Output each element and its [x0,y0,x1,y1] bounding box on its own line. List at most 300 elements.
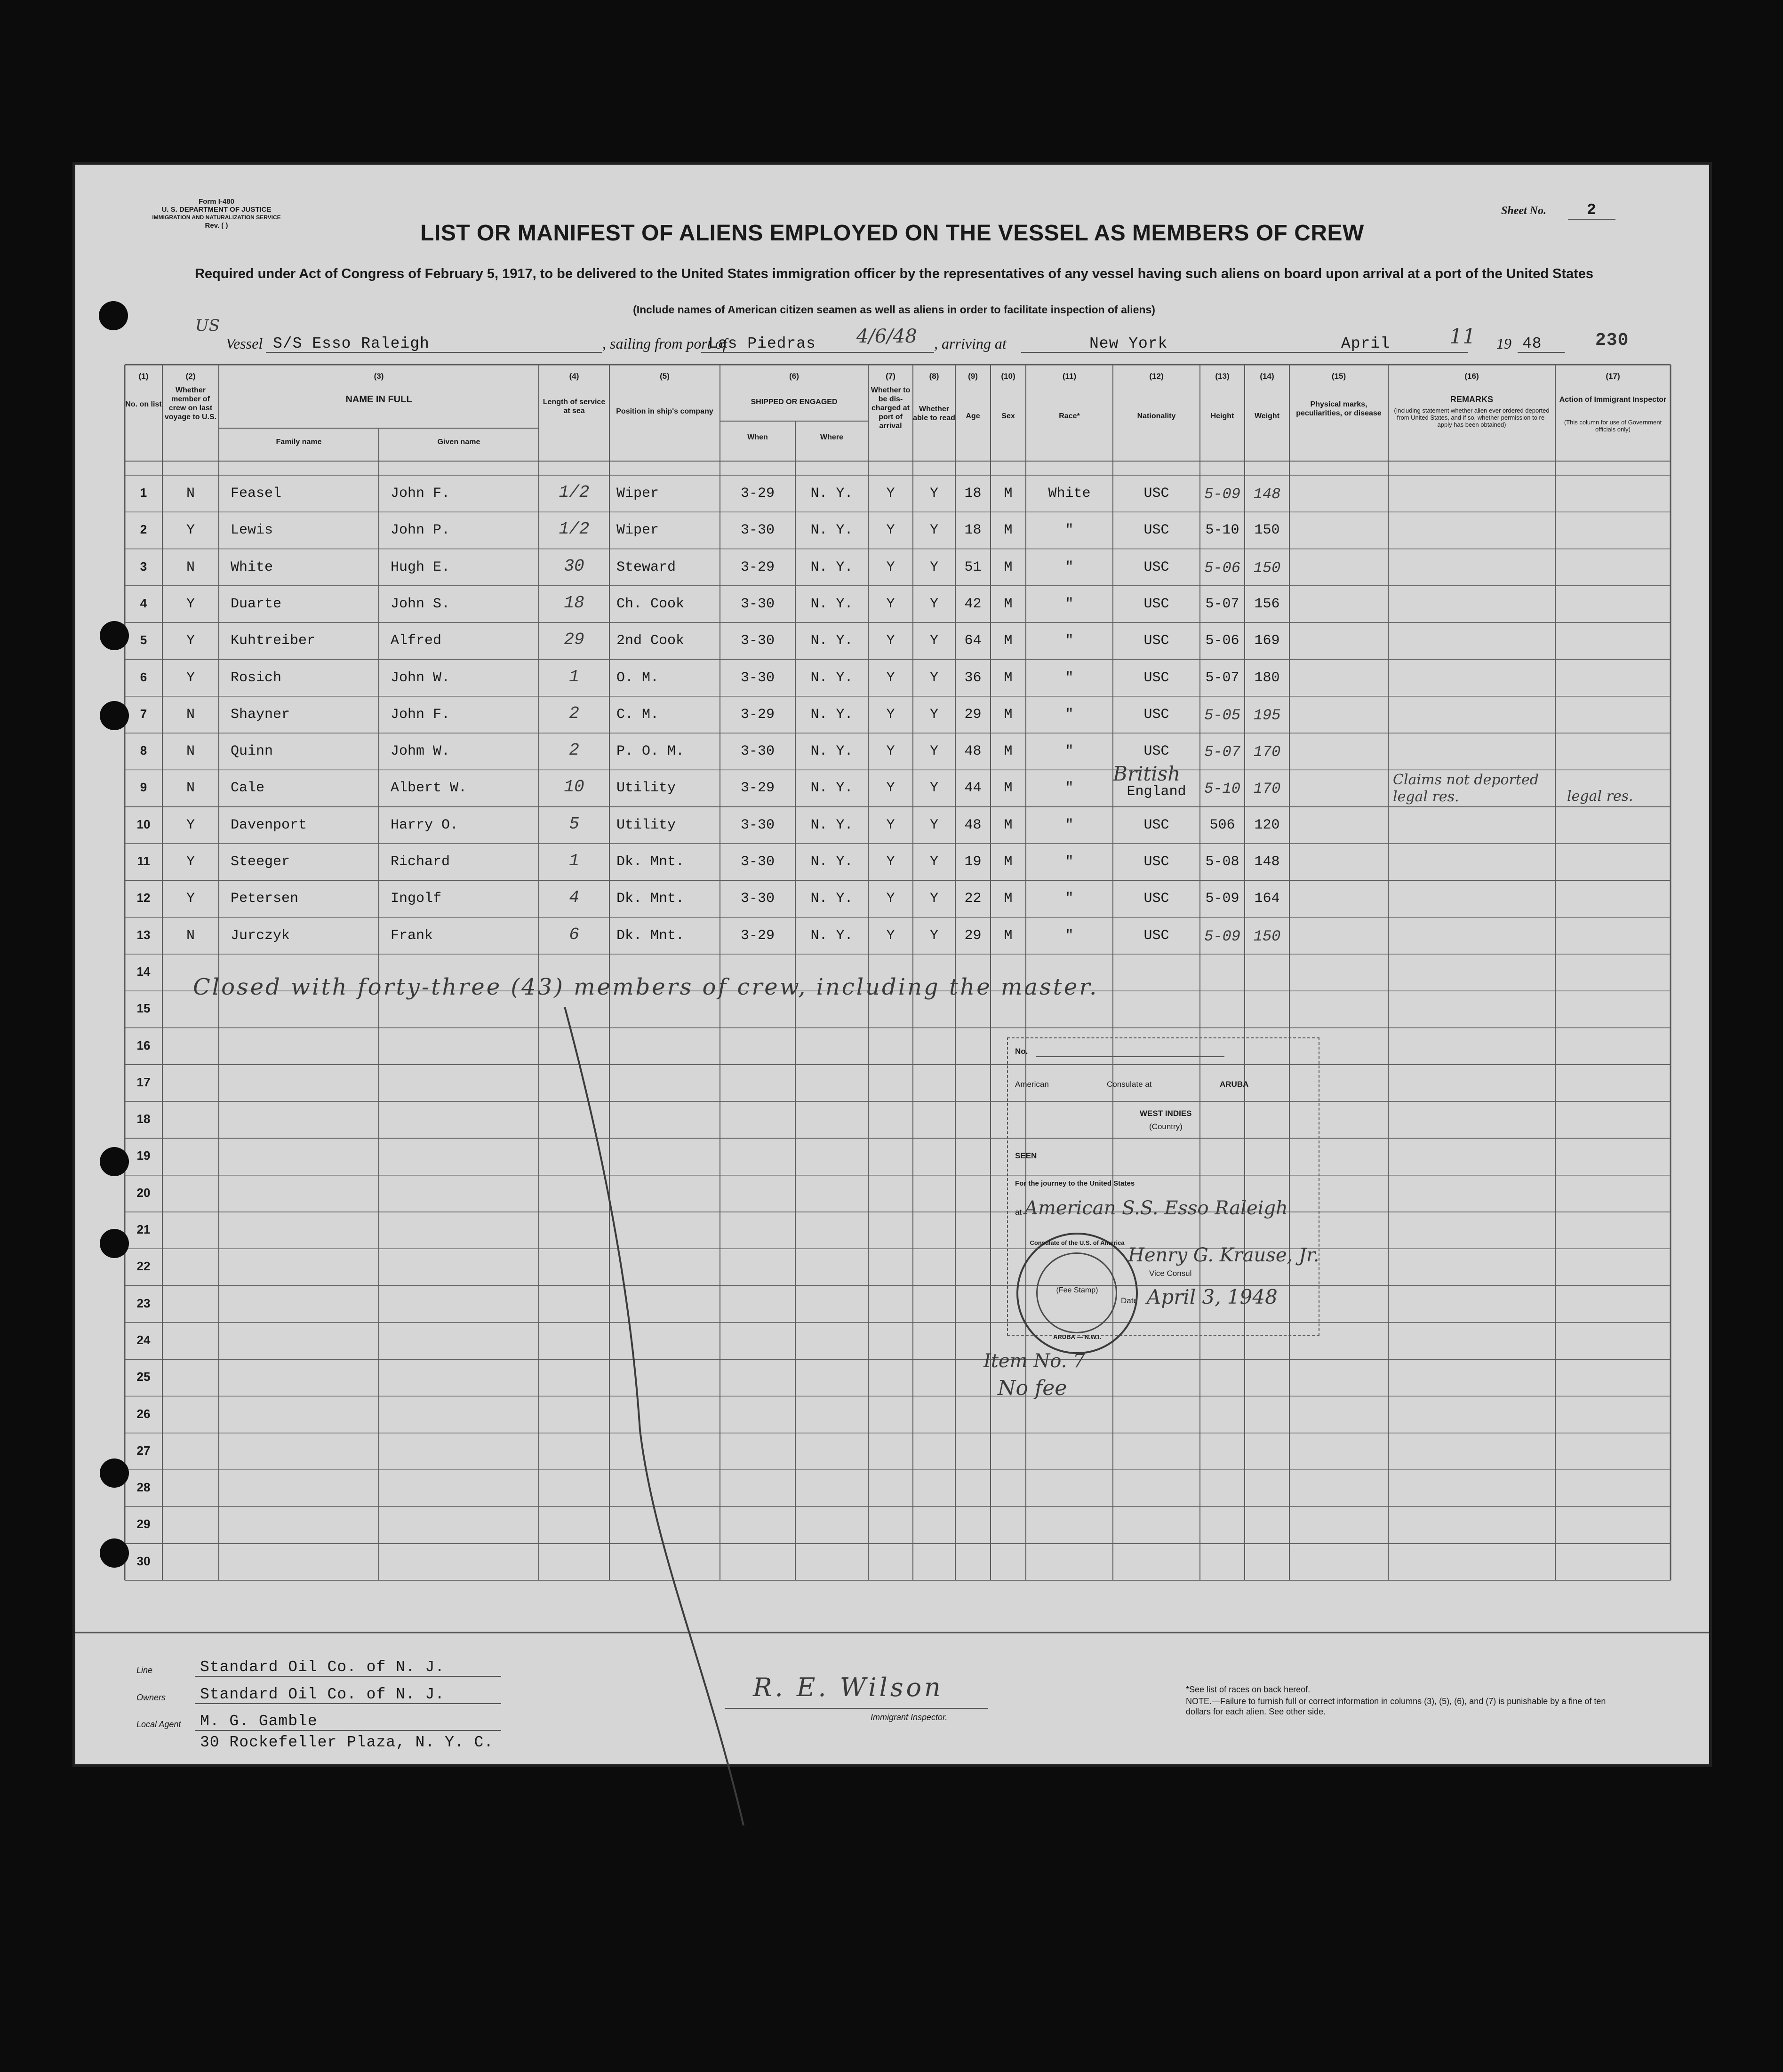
inspector-label: Immigrant Inspector. [871,1713,948,1722]
nationality-cell: USC [1143,559,1169,575]
shipped-where-cell: N. Y. [810,596,853,612]
col7-header: Whether to be dis-charged at port of arrival [871,386,911,430]
nationality-cell: USC [1143,891,1169,907]
binder-hole [100,1458,129,1488]
crew-on-last-voyage-cell: Y [186,854,195,870]
binder-hole [100,701,129,730]
form-rev: Rev. ( ) [205,222,228,230]
given-name-cell: Hugh E. [391,559,450,575]
row-number: 10 [136,817,151,831]
height-cell: 5-09 [1205,891,1239,907]
agent-value: M. G. Gamble [200,1713,318,1730]
height-cell: 5-06 [1205,633,1239,649]
col4-num: (4) [569,372,579,381]
family-name-cell: Rosich [231,669,282,686]
nationality-cell: England [1127,784,1186,800]
row-number: 21 [136,1222,151,1236]
vessel-annotation: US [195,316,220,335]
col16-header: REMARKS [1450,395,1493,404]
row-number: 22 [136,1259,151,1274]
col3-family-header: Family name [276,438,322,446]
height-cell: 5-07 [1205,669,1239,686]
weight-cell: 148 [1254,854,1280,870]
stamp-number: 230 [1595,330,1629,351]
arriving-label: , arriving at [934,335,1007,352]
col13-header: Height [1210,412,1234,420]
row-number: 7 [140,706,147,721]
height-cell: 5-06 [1204,559,1240,577]
col3-num: (3) [374,372,384,381]
race-cell: " [1065,891,1074,907]
age-cell: 48 [964,743,982,760]
manifest-sheet [75,165,1709,1764]
service-length-cell: 1/2 [559,483,590,502]
line-label: Line [136,1666,153,1675]
discharged-cell: Y [886,817,895,833]
remarks-row9: Claims not deported legal res. [1393,772,1539,805]
shipped-where-cell: N. Y. [810,817,853,833]
age-cell: 44 [964,780,982,797]
visa-vessel-hand: American S.S. Esso Raleigh [1024,1197,1288,1219]
service-length-cell: 29 [564,630,584,650]
discharged-cell: Y [886,780,895,797]
shipped-when-cell: 3-30 [740,743,775,760]
position-cell: Steward [616,559,676,575]
discharged-cell: Y [886,891,895,907]
row-number: 16 [136,1038,151,1052]
race-cell: White [1048,486,1091,502]
col16-num: (16) [1464,372,1479,381]
line-value: Standard Oil Co. of N. J. [200,1658,445,1676]
shipped-where-cell: N. Y. [810,780,853,797]
row-number: 3 [140,559,147,574]
col5-header: Position in ship's company [616,407,713,415]
shipped-when-cell: 3-30 [740,854,775,870]
height-cell: 5-09 [1204,486,1240,503]
binder-hole [100,1538,129,1568]
given-name-cell: Harry O. [391,817,459,833]
nationality-cell: USC [1143,743,1169,760]
seal-text: Consulate of the U.S. of America [1030,1239,1125,1246]
race-cell: " [1065,780,1074,797]
discharged-cell: Y [886,669,895,686]
sex-cell: M [1004,854,1013,870]
age-cell: 29 [964,706,982,723]
col6-when-header: When [747,433,768,441]
col15-header: Physical marks, peculiarities, or disease [1296,400,1382,417]
able-to-read-cell: Y [929,743,938,760]
col8-header: Whether able to read [913,405,955,422]
col3-given-header: Given name [437,438,480,446]
age-cell: 48 [964,817,982,833]
discharged-cell: Y [886,706,895,723]
visa-seen: SEEN [1015,1151,1037,1160]
position-cell: Dk. Mnt. [616,854,685,870]
given-name-cell: John F. [391,706,450,723]
arrival-day: 11 [1449,325,1476,349]
row-number: 26 [136,1406,151,1421]
item-annotation: Item No. 7 [983,1350,1085,1372]
col11-header: Race* [1059,412,1080,420]
visa-country-value: WEST INDIES [1140,1109,1192,1118]
able-to-read-cell: Y [929,522,938,539]
race-cell: " [1065,817,1074,833]
fee-annotation: No fee [998,1376,1067,1400]
shipped-when-cell: 3-30 [740,891,775,907]
given-name-cell: Johm W. [391,743,450,760]
shipped-when-cell: 3-30 [740,522,775,539]
arrival-year-prefix: 19 [1496,335,1511,352]
crew-on-last-voyage-cell: N [186,780,195,797]
shipped-where-cell: N. Y. [810,633,853,649]
british-annotation: British [1113,762,1181,785]
discharged-cell: Y [886,927,895,944]
family-name-cell: Kuhtreiber [231,633,316,649]
visa-city: ARUBA [1220,1080,1249,1089]
service-length-cell: 1/2 [559,519,590,539]
height-cell: 5-05 [1204,706,1240,724]
height-cell: 5-07 [1205,596,1239,612]
able-to-read-cell: Y [929,706,938,723]
row-number: 18 [136,1112,151,1126]
weight-cell: 156 [1254,596,1280,612]
weight-cell: 195 [1253,706,1281,724]
crew-on-last-voyage-cell: Y [186,817,195,833]
race-cell: " [1065,522,1074,539]
sailing-date: 4/6/48 [856,326,917,347]
nationality-cell: USC [1143,522,1169,539]
row-number: 24 [136,1332,151,1347]
age-cell: 22 [964,891,982,907]
sailing-label: , sailing from port of [602,335,727,352]
form-service: IMMIGRATION AND NATURALIZATION SERVICE [152,214,281,221]
race-cell: " [1065,927,1074,944]
col12-num: (12) [1149,372,1164,381]
nationality-cell: USC [1143,669,1169,686]
weight-cell: 169 [1254,633,1280,649]
shipped-where-cell: N. Y. [810,559,853,575]
sailing-port: Las Piedras [708,335,816,352]
age-cell: 18 [964,522,982,539]
service-length-cell: 4 [569,888,579,908]
shipped-when-cell: 3-30 [740,633,775,649]
given-name-cell: Ingolf [391,891,442,907]
visa-country-label: (Country) [1149,1122,1183,1131]
col10-num: (10) [1001,372,1015,381]
given-name-cell: John F. [391,486,450,502]
sex-cell: M [1004,817,1013,833]
binder-hole [100,621,129,650]
shipped-where-cell: N. Y. [810,706,853,723]
shipped-where-cell: N. Y. [810,891,853,907]
able-to-read-cell: Y [929,596,938,612]
position-cell: P. O. M. [616,743,685,760]
height-cell: 506 [1209,817,1235,833]
footer-note: NOTE.—Failure to furnish full or correct information in columns (3), (5), (6), and (7) is punishable by a fine of ten dollars for each alien. See other side. [1186,1697,1606,1716]
row-number: 4 [140,596,147,610]
requirement-note: (Include names of American citizen seamen as well as aliens in order to facilitate inspection of aliens) [633,303,1155,316]
service-length-cell: 2 [569,703,579,723]
col8-num: (8) [929,372,939,381]
row-number: 15 [136,1001,151,1016]
col15-num: (15) [1331,372,1346,381]
height-cell: 5-10 [1205,522,1239,539]
col17-num: (17) [1606,372,1620,381]
page-title: LIST OR MANIFEST OF ALIENS EMPLOYED ON THE VESSEL AS MEMBERS OF CREW [420,221,1364,246]
able-to-read-cell: Y [929,927,938,944]
able-to-read-cell: Y [929,780,938,797]
col14-num: (14) [1260,372,1274,381]
row-number: 30 [136,1554,151,1568]
age-cell: 51 [964,559,982,575]
row-number: 29 [136,1517,151,1531]
row-number: 8 [140,743,147,758]
arrival-port: New York [1089,335,1168,352]
sex-cell: M [1004,596,1013,612]
visa-date-label: Date [1121,1296,1138,1305]
sex-cell: M [1004,780,1013,797]
pencil-stroke-mark [546,1007,781,1844]
given-name-cell: Richard [391,854,450,870]
inspector-signature: R. E. Wilson [753,1673,943,1702]
able-to-read-cell: Y [929,486,938,502]
form-number: Form I-480 [199,198,234,206]
sex-cell: M [1004,522,1013,539]
age-cell: 42 [964,596,982,612]
sex-cell: M [1004,706,1013,723]
col6-where-header: Where [820,433,843,441]
position-cell: Ch. Cook [616,596,685,612]
seal-bottom: ARUBA — N.W.I. [1053,1333,1102,1340]
shipped-where-cell: N. Y. [810,669,853,686]
shipped-when-cell: 3-29 [740,559,775,575]
sex-cell: M [1004,669,1013,686]
nationality-cell: USC [1143,706,1169,723]
given-name-cell: John S. [391,596,450,612]
service-length-cell: 2 [569,741,579,760]
col2-header: Whether member of crew on last voyage to U.S. [164,386,217,421]
sex-cell: M [1004,559,1013,575]
col9-num: (9) [968,372,978,381]
discharged-cell: Y [886,522,895,539]
able-to-read-cell: Y [929,854,938,870]
position-cell: O. M. [616,669,659,686]
row-number: 5 [140,633,147,647]
age-cell: 19 [964,854,982,870]
able-to-read-cell: Y [929,559,938,575]
row-number: 6 [140,669,147,684]
shipped-where-cell: N. Y. [810,486,853,502]
shipped-where-cell: N. Y. [810,927,853,944]
form-department: U. S. DEPARTMENT OF JUSTICE [161,206,272,214]
given-name-cell: John P. [391,522,450,539]
age-cell: 18 [964,486,982,502]
family-name-cell: Quinn [231,743,273,760]
discharged-cell: Y [886,596,895,612]
binder-hole [100,1147,129,1176]
nationality-cell: USC [1143,633,1169,649]
crew-on-last-voyage-cell: Y [186,891,195,907]
requirement-text: Required under Act of Congress of February 5, 1917, to be delivered to the United States immigration officer by the representatives of any vessel having such aliens on board upon arrival at a port of the United States [194,266,1594,281]
crew-on-last-voyage-cell: Y [186,633,195,649]
able-to-read-cell: Y [929,669,938,686]
age-cell: 64 [964,633,982,649]
crew-on-last-voyage-cell: N [186,927,195,944]
given-name-cell: Alfred [391,633,442,649]
discharged-cell: Y [886,633,895,649]
position-cell: Dk. Mnt. [616,927,685,944]
able-to-read-cell: Y [929,817,938,833]
col12-header: Nationality [1137,412,1176,420]
row-number: 27 [136,1443,151,1458]
visa-vessel-label: at [1015,1208,1022,1217]
age-cell: 36 [964,669,982,686]
consulate-seal [1016,1233,1138,1354]
shipped-when-cell: 3-30 [740,669,775,686]
family-name-cell: Cale [231,780,265,797]
position-cell: Utility [616,780,676,797]
col1-num: (1) [138,372,149,381]
weight-cell: 120 [1254,817,1280,833]
crew-on-last-voyage-cell: N [186,559,195,575]
row-number: 25 [136,1370,151,1384]
visa-no-label: No. [1015,1047,1028,1056]
height-cell: 5-09 [1204,927,1240,945]
sheet-number-value: 2 [1568,201,1615,220]
position-cell: Wiper [616,522,659,539]
owners-label: Owners [136,1693,166,1702]
race-cell: " [1065,743,1074,760]
shipped-where-cell: N. Y. [810,522,853,539]
owners-value: Standard Oil Co. of N. J. [200,1686,445,1703]
family-name-cell: Duarte [231,596,282,612]
row-number: 20 [136,1185,151,1200]
col11-num: (11) [1062,372,1077,381]
row-number: 14 [136,964,151,979]
sex-cell: M [1004,633,1013,649]
seal-center: (Fee Stamp) [1056,1286,1098,1294]
shipped-when-cell: 3-29 [740,927,775,944]
row-number: 2 [140,522,147,537]
closing-annotation: Closed with forty-three (43) members of crew, including the master. [193,974,1099,1000]
race-cell: " [1065,854,1074,870]
col13-num: (13) [1215,372,1230,381]
shipped-when-cell: 3-30 [740,817,775,833]
visa-american: American [1015,1080,1049,1089]
col6-num: (6) [789,372,799,381]
row-number: 12 [136,891,151,905]
family-name-cell: Shayner [231,706,290,723]
family-name-cell: White [231,559,273,575]
discharged-cell: Y [886,559,895,575]
agent-address: 30 Rockefeller Plaza, N. Y. C. [200,1734,494,1751]
family-name-cell: Jurczyk [231,927,290,944]
weight-cell: 164 [1254,891,1280,907]
position-cell: Dk. Mnt. [616,891,685,907]
shipped-when-cell: 3-29 [740,706,775,723]
age-cell: 29 [964,927,982,944]
service-length-cell: 1 [569,851,579,870]
nationality-cell: USC [1143,927,1169,944]
col3-header: NAME IN FULL [345,394,412,405]
service-length-cell: 18 [564,593,584,613]
arrival-year-suffix: 48 [1522,335,1542,352]
position-cell: 2nd Cook [616,633,685,649]
position-cell: Utility [616,817,676,833]
able-to-read-cell: Y [929,633,938,649]
weight-cell: 148 [1253,486,1281,503]
sex-cell: M [1004,927,1013,944]
crew-on-last-voyage-cell: N [186,706,195,723]
row-number: 11 [137,854,150,868]
service-length-cell: 1 [569,667,579,686]
row-number: 23 [136,1296,151,1310]
sheet-number-label: Sheet No. [1501,205,1546,217]
col9-header: Age [966,412,980,420]
col17-header: Action of Immigrant Inspector [1559,396,1667,404]
row-number: 9 [140,780,147,795]
binder-hole [100,1229,129,1258]
nationality-cell: USC [1143,817,1169,833]
row-number: 19 [136,1148,151,1163]
weight-cell: 150 [1254,522,1280,539]
weight-cell: 170 [1253,743,1281,761]
service-length-cell: 10 [564,777,584,797]
race-cell: " [1065,633,1074,649]
col16-subheader: (Including statement whether alien ever ordered deported from United States, and if so, whether permission to re-apply has been obtained) [1394,407,1550,428]
position-cell: Wiper [616,486,659,502]
service-length-cell: 5 [569,814,579,834]
height-cell: 5-10 [1204,780,1240,798]
col7-num: (7) [886,372,895,381]
family-name-cell: Steeger [231,854,290,870]
crew-on-last-voyage-cell: Y [186,596,195,612]
discharged-cell: Y [886,486,895,502]
height-cell: 5-08 [1205,854,1239,870]
discharged-cell: Y [886,854,895,870]
col5-num: (5) [660,372,670,381]
visa-vice-consul: Vice Consul [1149,1269,1192,1278]
shipped-when-cell: 3-29 [740,486,775,502]
sex-cell: M [1004,486,1013,502]
family-name-cell: Lewis [231,522,273,539]
sex-cell: M [1004,743,1013,760]
vessel-value: S/S Esso Raleigh [273,335,430,352]
weight-cell: 170 [1253,780,1281,798]
given-name-cell: Albert W. [391,780,467,797]
row-number: 1 [140,486,147,500]
arrival-month: April [1341,335,1391,352]
visa-consulate-label: Consulate at [1107,1080,1152,1089]
weight-cell: 150 [1253,559,1281,577]
visa-journey: For the journey to the United States [1015,1179,1135,1187]
able-to-read-cell: Y [929,891,938,907]
race-cell: " [1065,669,1074,686]
weight-cell: 150 [1253,927,1281,945]
agent-label: Local Agent [136,1720,181,1729]
vessel-label: Vessel [226,335,263,352]
col4-header: Length of service at sea [543,398,606,415]
weight-cell: 180 [1254,669,1280,686]
shipped-where-cell: N. Y. [810,743,853,760]
crew-on-last-voyage-cell: N [186,486,195,502]
race-note: *See list of races on back hereof. [1186,1685,1311,1694]
action-row9: legal res. [1567,788,1633,805]
row-number: 13 [136,927,151,942]
col6-header: SHIPPED OR ENGAGED [751,398,838,406]
visa-signature: Henry G. Krause, Jr. [1128,1244,1319,1266]
race-cell: " [1065,706,1074,723]
